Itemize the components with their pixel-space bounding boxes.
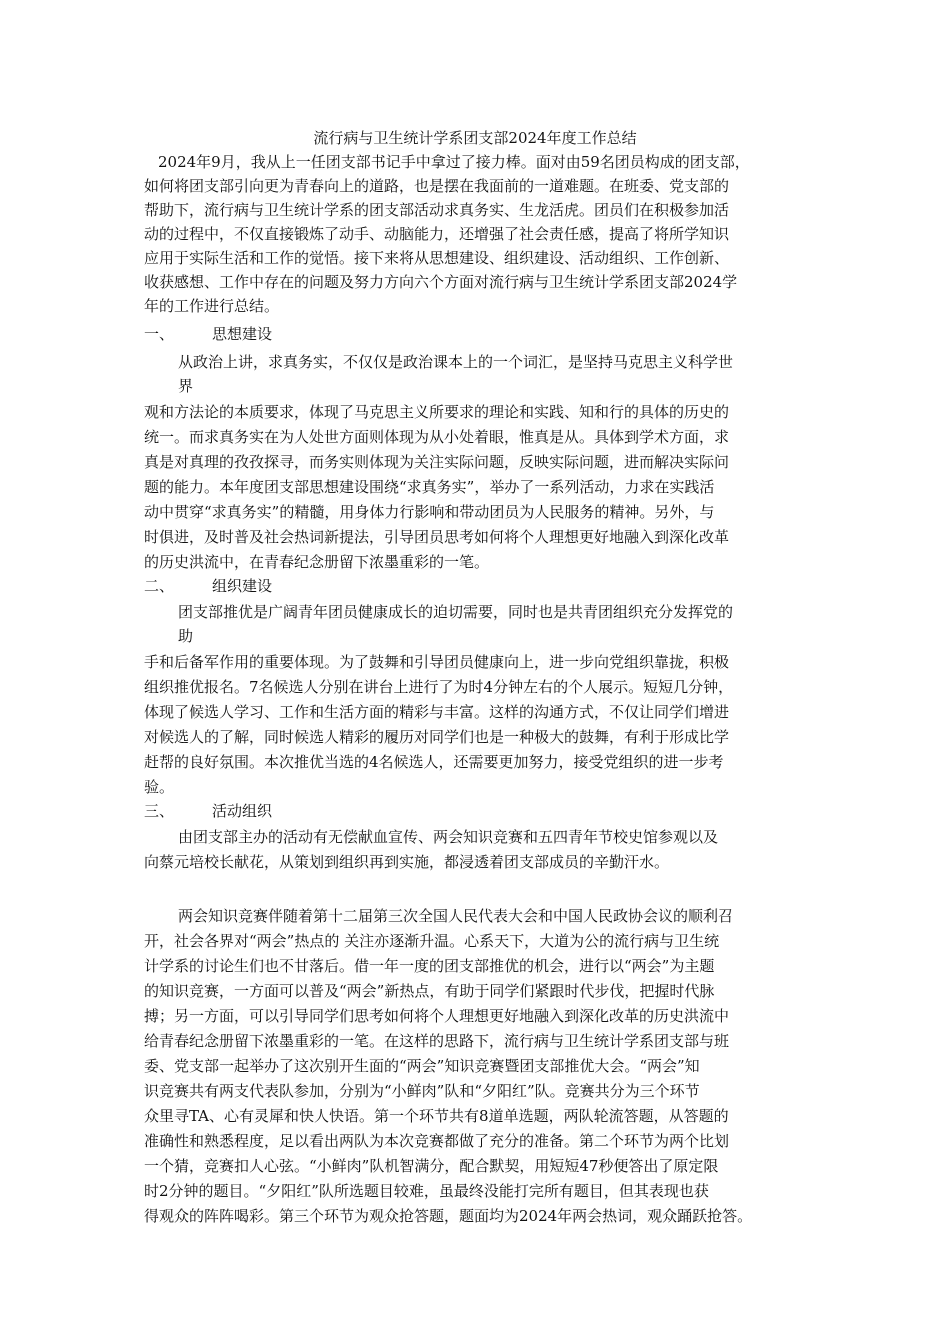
section-number: 一、 <box>144 325 175 343</box>
text-line: 由团支部主办的活动有无偿献血宣传、两会知识竞赛和五四青年节校史馆参观以及 <box>178 828 719 846</box>
text-line: 收获感想、工作中存在的问题及努力方向六个方面对流行病与卫生统计学系团支部2024学 <box>144 273 738 291</box>
text-line: 组织推优报名。7名候选人分别在讲台上进行了为时4分钟左右的个人展示。短短几分钟， <box>144 678 734 696</box>
text-line: 时2分钟的题目。“夕阳红”队所选题目较难，虽最终没能打完所有题目，但其表现也获 <box>144 1182 709 1200</box>
text-line: 应用于实际生活和工作的觉悟。接下来将从思想建设、组织建设、活动组织、工作创新、 <box>144 249 730 267</box>
text-line: 观和方法论的本质要求，体现了马克思主义所要求的理论和实践、知和行的具体的历史的 <box>144 403 730 421</box>
text-line: 准确性和熟悉程度，足以看出两队为本次竞赛都做了充分的准备。第二个环节为两个比划 <box>144 1132 730 1150</box>
text-line: 帮助下，流行病与卫生统计学系的团支部活动求真务实、生龙活虎。团员们在积极参加活 <box>144 201 730 219</box>
text-line: 验。 <box>144 778 175 796</box>
text-line: 识竞赛共有两支代表队参加，分别为“小鲜肉”队和“夕阳红”队。竞赛共分为三个环节 <box>144 1082 700 1100</box>
text-line: 开，社会各界对“两会”热点的 关注亦逐渐升温。心系天下，大道为公的流行病与卫生统 <box>144 932 720 950</box>
text-line: 一个猜，竞赛扣人心弦。“小鲜肉”队机智满分，配合默契，用短短47秒便答出了原定限 <box>144 1157 719 1175</box>
text-line: 向蔡元培校长献花，从策划到组织再到实施，都浸透着团支部成员的辛勤汗水。 <box>144 853 670 871</box>
text-line: 时俱进，及时普及社会热词新提法，引导团员思考如何将个人理想更好地融入到深化改革 <box>144 528 730 546</box>
text-line: 如何将团支部引向更为青春向上的道路，也是摆在我面前的一道难题。在班委、党支部的 <box>144 177 730 195</box>
section-heading: 活动组织 <box>212 802 273 820</box>
text-line: 动的过程中，不仅直接锻炼了动手、动脑能力，还增强了社会责任感，提高了将所学知识 <box>144 225 730 243</box>
text-line: 委、党支部一起举办了这次别开生面的“两会”知识竞赛暨团支部推优大会。“两会”知 <box>144 1057 700 1075</box>
text-line: 众里寻TA、心有灵犀和快人快语。第一个环节共有8道单选题，两队轮流答题，从答题的 <box>144 1107 729 1125</box>
text-line: 助 <box>178 627 194 645</box>
text-line: 题的能力。本年度团支部思想建设围绕“求真务实”，举办了一系列活动，力求在实践活 <box>144 478 715 496</box>
text-line: 赶帮的良好氛围。本次推优当选的4名候选人，还需要更加努力，接受党组织的进一步考 <box>144 753 724 771</box>
text-line: 对候选人的了解，同时候选人精彩的履历对同学们也是一种极大的鼓舞，有利于形成比学 <box>144 728 730 746</box>
text-line: 计学系的讨论生们也不甘落后。借一年一度的团支部推优的机会，进行以“两会”为主题 <box>144 957 715 975</box>
text-line: 两会知识竞赛伴随着第十二届第三次全国人民代表大会和中国人民政协会议的顺利召 <box>178 907 734 925</box>
text-line: 2024年9月，我从上一任团支部书记手中拿过了接力棒。面对由59名团员构成的团支部， <box>158 153 750 171</box>
text-line: 手和后备军作用的重要体现。为了鼓舞和引导团员健康向上，进一步向党组织靠拢，积极 <box>144 653 730 671</box>
text-line: 界 <box>178 377 194 395</box>
text-line: 从政治上讲，求真务实，不仅仅是政治课本上的一个词汇，是坚持马克思主义科学世 <box>178 353 734 371</box>
text-line: 的知识竞赛，一方面可以普及“两会”新热点，有助于同学们紧跟时代步伐，把握时代脉 <box>144 982 715 1000</box>
text-line: 年的工作进行总结。 <box>144 297 280 315</box>
section-heading: 思想建设 <box>212 325 273 343</box>
text-line: 统一。而求真务实在为人处世方面则体现为从小处着眼，惟真是从。具体到学术方面，求 <box>144 428 730 446</box>
text-line: 动中贯穿“求真务实”的精髓，用身体力行影响和带动团员为人民服务的精神。另外，与 <box>144 503 715 521</box>
text-line: 体现了候选人学习、工作和生活方面的精彩与丰富。这样的沟通方式，不仅让同学们增进 <box>144 703 730 721</box>
section-number: 二、 <box>144 577 175 595</box>
section-number: 三、 <box>144 802 175 820</box>
section-heading: 组织建设 <box>212 577 273 595</box>
text-line: 给青春纪念册留下浓墨重彩的一笔。在这样的思路下，流行病与卫生统计学系团支部与班 <box>144 1032 730 1050</box>
text-line: 搏；另一方面，可以引导同学们思考如何将个人理想更好地融入到深化改革的历史洪流中 <box>144 1007 730 1025</box>
text-line: 团支部推优是广阔青年团员健康成长的迫切需要，同时也是共青团组织充分发挥党的 <box>178 603 734 621</box>
text-line: 真是对真理的孜孜探寻，而务实则体现为关注实际问题，反映实际问题，进而解决实际问 <box>144 453 730 471</box>
page-title: 流行病与卫生统计学系团支部2024年度工作总结 <box>313 129 637 147</box>
text-line: 得观众的阵阵喝彩。第三个环节为观众抢答题，题面均为2024年两会热词，观众踊跃抢答。 <box>144 1207 753 1225</box>
text-line: 的历史洪流中，在青春纪念册留下浓墨重彩的一笔。 <box>144 553 490 571</box>
